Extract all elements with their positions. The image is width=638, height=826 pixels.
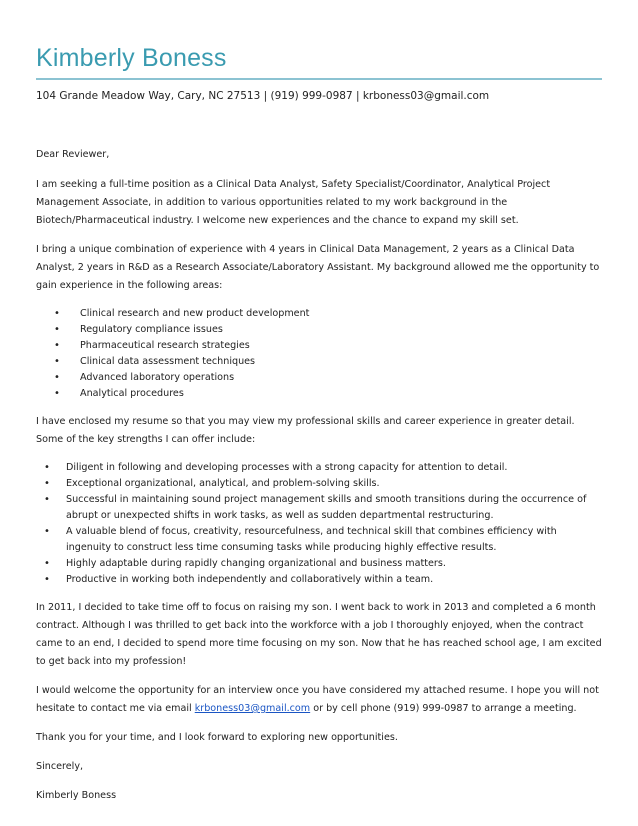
interview-text-end: or by cell phone (919) 999-0987 to arrange a meeting. [310,703,577,714]
paragraph-interview [36,682,602,718]
email-link[interactable]: krboness03@gmail.com [194,703,311,714]
header-divider [36,78,602,80]
paragraph-intro: I am seeking a full-time position as a Clinical Data Analyst, Safety Specialist/Coordinator, Analytical Project Management Associate, in addition to various opportunities related to my work background in the Biotech/Pharmaceutical industry. I welcome new experiences and the chance to expand my skill set. [36,179,551,226]
list-item: • Productive in working both independently and collaboratively within a team. [44,572,602,588]
letter-body [36,146,602,816]
experience-areas-list [36,306,602,402]
contact-line: 104 Grande Meadow Way, Cary, NC 27513 | (919) 999-0987 | krboness03@gmail.com [36,90,490,102]
list-item: • Exceptional organizational, analytical, and problem-solving skills. [44,476,602,492]
list-item: • Advanced laboratory operations [54,370,602,386]
list-item: • Highly adaptable during rapidly changing organizational and business matters. [44,556,602,572]
signature: Kimberly Boness [36,790,117,801]
list-item: • Successful in maintaining sound project management skills and smooth transitions during the occurrence of abrupt or unexpected shifts in work tasks, as well as sudden departmental restructuring. [44,492,602,524]
paragraph-experience: I bring a unique combination of experience with 4 years in Clinical Data Management, 2 years as a Clinical Data Analyst, 2 years in R&D as a Research Associate/Laboratory Assistant. My background allowed me the opportunity to gain experience in the following areas: [36,244,600,291]
paragraph-thanks: Thank you for your time, and I look forward to exploring new opportunities. [36,732,398,743]
list-item: • Pharmaceutical research strategies [54,338,602,354]
interview-text: I would welcome the opportunity for an interview once you have considered my attached resume. I hope you will not hesitate to contact me via email [36,685,599,714]
list-item: • Analytical procedures [54,386,602,402]
closing: Sincerely, [36,761,84,772]
key-strengths-list [36,460,602,588]
list-item: • Clinical research and new product development [54,306,602,322]
list-item: • Clinical data assessment techniques [54,354,602,370]
list-item: • A valuable blend of focus, creativity, resourcefulness, and technical skill that combines efficiency with ingenuity to construct less time consuming tasks while producing highly effective results. [44,524,602,556]
paragraph-career-break: In 2011, I decided to take time off to focus on raising my son. I went back to work in 2013 and completed a 6 month contract. Although I was thrilled to get back into the workforce with a job I thoroughly enjoyed, when the contract came to an end, I decided to spend more time focusing on my son. Now that he has reached school age, I am excited to get back into my profession! [36,602,602,667]
paragraph-resume: I have enclosed my resume so that you may view my professional skills and career experience in greater detail. Some of the key strengths I can offer include: [36,416,575,445]
list-item: • Diligent in following and developing processes with a strong capacity for attention to detail. [44,460,602,476]
list-item: • Regulatory compliance issues [54,322,602,338]
salutation: Dear Reviewer, [36,149,110,160]
applicant-name: Kimberly Boness [36,44,227,72]
